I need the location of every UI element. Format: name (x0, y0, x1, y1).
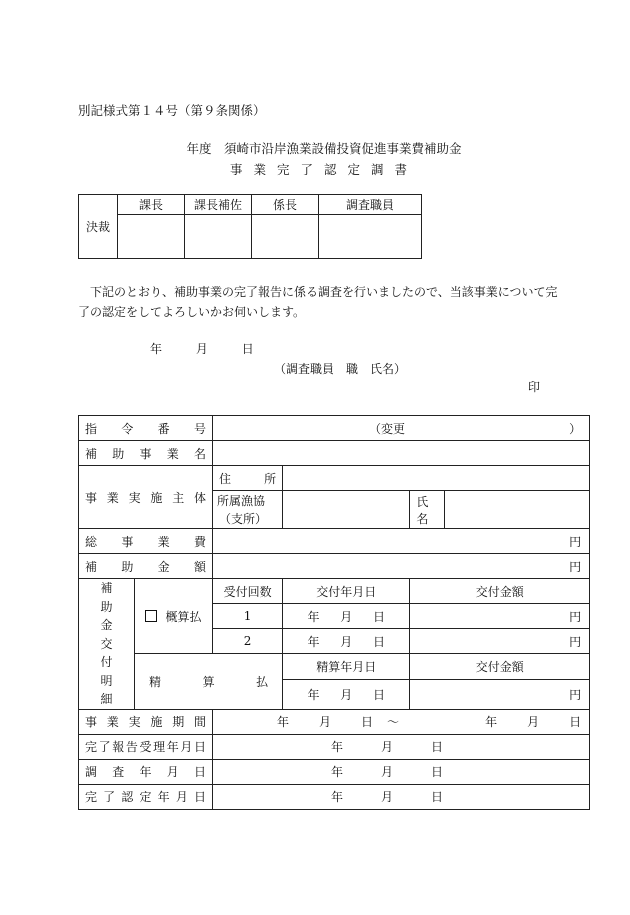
certification-date-value[interactable]: 年 月 日 (213, 784, 590, 809)
document-title-line2: 事業完了認定調書 (229, 162, 418, 177)
project-period-value[interactable]: 年 月 日 ～ 年 月 日 (213, 709, 590, 734)
label-subsidy-detail: 補 助 金 交 付 明 細 (79, 579, 135, 710)
header-settlement-amount: 交付金額 (410, 654, 590, 680)
header-settlement-date: 精算年月日 (283, 654, 410, 680)
fishery-line1: 所属漁協 (217, 493, 266, 508)
request-paragraph: 下記のとおり、補助事業の完了報告に係る調査を行いましたので、当該事業について完了の認定をしてよろしいかお伺いします。 (78, 285, 558, 319)
approval-header-section-chief: 課長 (118, 195, 185, 215)
name-value[interactable] (445, 491, 590, 529)
tilde: ～ (387, 715, 400, 729)
change-close: ） (569, 421, 582, 436)
label-fishery-coop (213, 491, 283, 529)
delivery-amount-1[interactable]: 円 (410, 604, 590, 629)
label-settlement-payment: 精算払 (135, 654, 283, 710)
label-project-period: 事業実施期間 (79, 709, 213, 734)
header-receipt-count: 受付回数 (213, 579, 283, 604)
order-number-value[interactable] (213, 416, 590, 441)
receipt-row-1: 1 (213, 604, 283, 629)
total-cost-value[interactable]: 円 (213, 529, 590, 554)
approval-stamp-cell[interactable] (319, 215, 422, 259)
label-address: 住所 (213, 466, 283, 491)
request-date (150, 340, 284, 357)
settlement-date-value[interactable]: 年 月 日 (283, 679, 410, 709)
form-number: 別記様式第１４号（第９条関係） (78, 103, 266, 118)
approval-table (78, 194, 422, 259)
seal-mark: 印 (528, 380, 541, 394)
fishery-line2: （支所） (219, 511, 268, 526)
approval-stamp-cell[interactable] (252, 215, 319, 259)
project-name-value[interactable] (213, 441, 590, 466)
approval-stamp-cell[interactable] (118, 215, 185, 259)
label-name: 氏名 (410, 491, 445, 529)
label-implementer: 事業実施主体 (79, 466, 213, 529)
approval-stamp-cell[interactable] (185, 215, 252, 259)
delivery-date-1[interactable]: 年 月 日 (283, 604, 410, 629)
estimate-payment-label: 概算払 (165, 609, 202, 624)
date-month: 月 (195, 342, 208, 356)
approval-header-deputy-chief: 課長補佐 (185, 195, 252, 215)
investigator-signature: （調査職員 職 氏名） (274, 362, 407, 376)
header-delivery-date: 交付年月日 (283, 579, 410, 604)
label-investigation-date: 調査年月日 (79, 759, 213, 784)
label-report-received: 完了報告受理年月日 (79, 734, 213, 759)
change-open: （変更 (369, 421, 406, 436)
approval-header-investigator: 調査職員 (319, 195, 422, 215)
estimate-payment-checkbox[interactable] (145, 610, 157, 622)
fishery-coop-value[interactable] (283, 491, 410, 529)
report-received-value[interactable]: 年 月 日 (213, 734, 590, 759)
document-title-line1: 年度 須崎市沿岸漁業設備投資促進事業費補助金 (186, 141, 462, 156)
label-project-name: 補助事業名 (79, 441, 213, 466)
date-year: 年 (150, 342, 163, 356)
label-order-number: 指令番号 (79, 416, 213, 441)
label-subsidy-amount: 補助金額 (79, 554, 213, 579)
completion-table (78, 415, 590, 810)
investigation-date-value[interactable]: 年 月 日 (213, 759, 590, 784)
address-value[interactable] (283, 466, 590, 491)
estimate-payment-cell[interactable] (135, 579, 213, 654)
settlement-amount-value[interactable]: 円 (410, 679, 590, 709)
receipt-row-2: 2 (213, 629, 283, 654)
header-delivery-amount: 交付金額 (410, 579, 590, 604)
approval-header-subsection-chief: 係長 (252, 195, 319, 215)
delivery-date-2[interactable]: 年 月 日 (283, 629, 410, 654)
label-total-cost: 総事業費 (79, 529, 213, 554)
approval-label: 決裁 (79, 195, 118, 259)
delivery-amount-2[interactable]: 円 (410, 629, 590, 654)
date-day: 日 (241, 342, 254, 356)
subsidy-amount-value[interactable]: 円 (213, 554, 590, 579)
label-certification-date: 完了認定年月日 (79, 784, 213, 809)
